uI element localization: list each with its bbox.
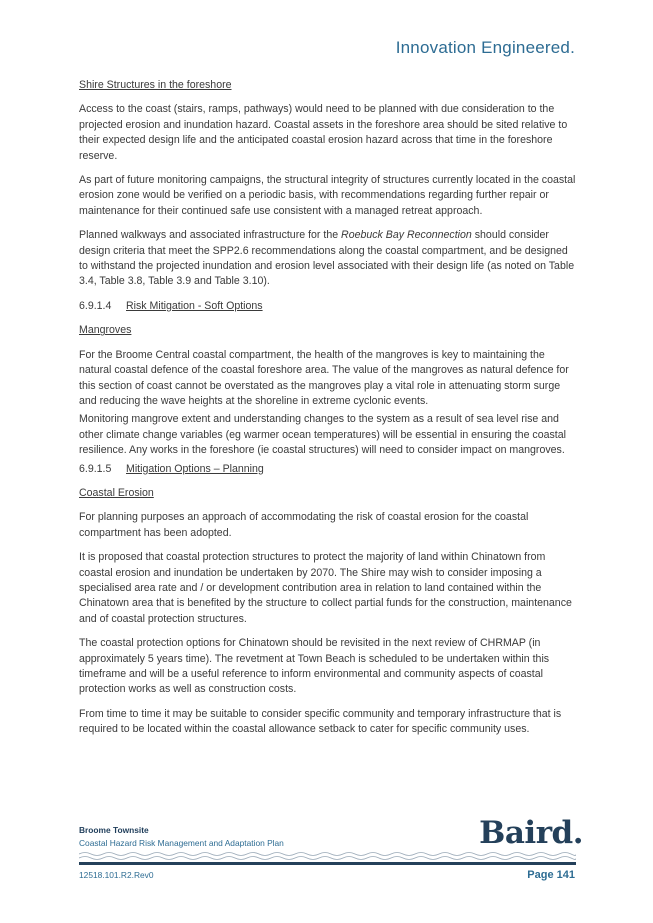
paragraph-temporary-infrastructure: From time to time it may be suitable to consider specific community and temporary infrastructure that is required to be located within the coastal allowance setback to cater for specific community uses. [79,707,562,736]
paragraph-planning-approach: For planning purposes an approach of accommodating the risk of coastal erosion for the coastal compartment has been adopted. [79,511,529,539]
footer-title: Broome Townsite [79,825,149,835]
section-title: Mitigation Options – Planning [126,462,264,475]
paragraph-protection-structures: It is proposed that coastal protection structures to protect the majority of land within Chinatown from coastal erosion and inundation be undertaken by 2070. The Shire may wish to consider imposing a specialised area rate and / or development contribution area in relation to land contained within the Chinatown area that is benefited by the structure to collect partial funds for the construction, maintenance and of coastal protection structures. [79,551,572,625]
walkways-text-b: should consider design criteria that meet the SPP2.6 recommendations along the coastal compartment, and be designed to withstand the projected inundation and erosion level associated with their design life (as noted on Table 3.4, Table 3.8, Table 3.9 and Table 3.10). [79,229,575,288]
footer-subtitle: Coastal Hazard Risk Management and Adaptation Plan [79,838,284,848]
paragraph-access: Access to the coast (stairs, ramps, pathways) would need to be planned with due consideration to the projected erosion and inundation hazard. Coastal assets in the foreshore area should be sited relative to their expected design life and the anticipated coastal erosion hazard across that time in the foreshore reserve. [79,103,568,162]
paragraph-monitoring: As part of future monitoring campaigns, the structural integrity of structures currently located in the coastal erosion zone would be verified on a periodic basis, with recommendations regarding further repair or maintenance for their continued safe use consistent with a managed retreat approach. [79,174,576,217]
paragraph-mangroves-monitoring: Monitoring mangrove extent and understanding changes to the system as a result of sea level rise and other climate change variables (eg warmer ocean temperatures) will be essential in ensuring the coastal resilience. Any works in the foreshore (ie coastal structures) will need to consider impact on mangroves. [79,413,566,457]
paragraph-walkways [79,228,576,290]
baird-logo: Baird. [479,815,583,851]
section-heading-6914 [79,299,576,314]
section-heading-6915 [79,462,576,477]
heading-shire-structures: Shire Structures in the foreshore [79,79,232,91]
paragraph-mangroves-health: For the Broome Central coastal compartment, the health of the mangroves is key to maintaining the natural coastal defence of the coastal foreshore area. The value of the mangroves as natural defence for this section of coast cannot be overstated as the mangroves play a vital role in attenuating storm surge and reducing the wave heights at the shoreline in extreme cyclonic events. [79,348,569,407]
heading-mangroves: Mangroves [79,324,132,337]
roebuck-bay-reconnection: Roebuck Bay Reconnection [341,229,472,242]
document-body [79,78,576,747]
heading-coastal-erosion: Coastal Erosion [79,486,154,499]
section-number: 6.9.1.4 [79,299,112,312]
walkways-text-a: Planned walkways and associated infrastructure for the [79,229,342,242]
document-code: 12518.101.R2.Rev0 [79,870,154,880]
paragraph-chrmap-review: The coastal protection options for Chinatown should be revisited in the next review of CHRMAP (in approximately 5 years time). The revetment at Town Beach is scheduled to be undertaken within this timeframe and will be a useful reference to inform environmental and community aspects of coastal protection works as well as construction costs. [79,637,550,696]
section-number: 6.9.1.5 [79,462,112,475]
wave-divider-icon [79,851,576,867]
page-number: Page 141 [527,869,575,881]
section-title: Risk Mitigation - Soft Options [126,299,263,312]
header-tagline: Innovation Engineered. [395,38,575,57]
